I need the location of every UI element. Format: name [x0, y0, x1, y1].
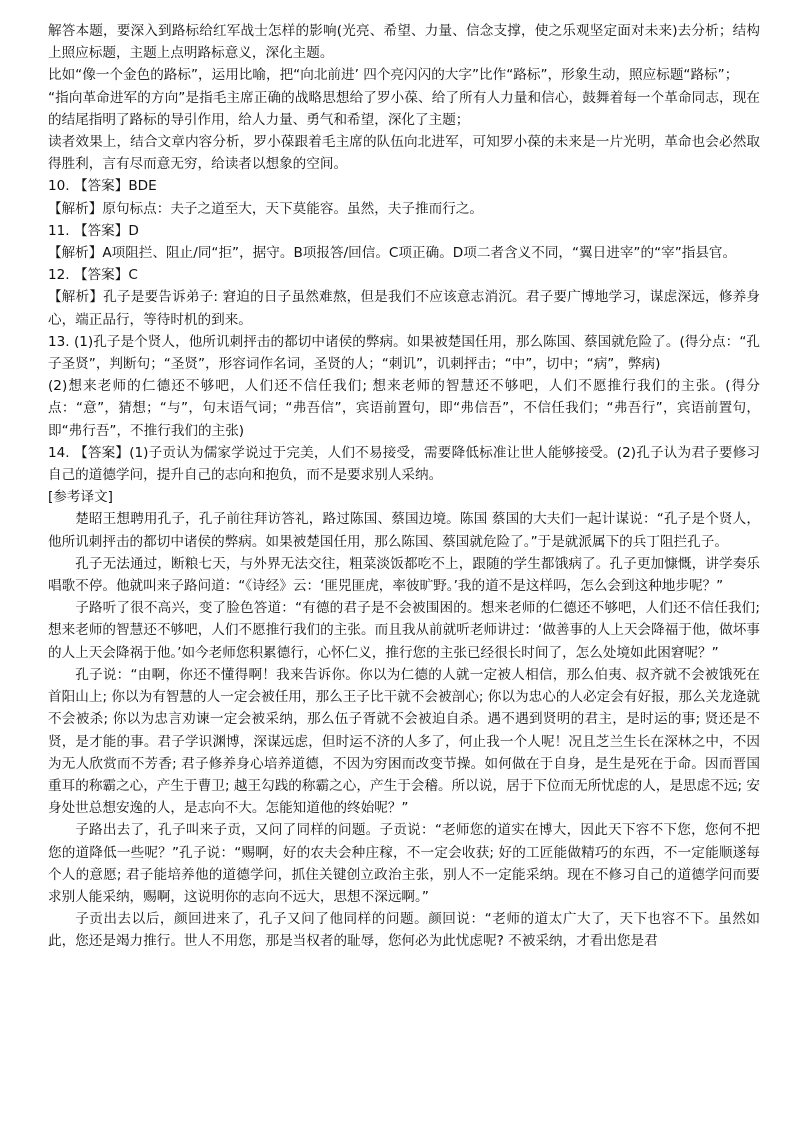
translation-paragraph-6: 子贡出去以后，颜回进来了，孔子又问了他同样的问题。颜回说：“老师的道太广大了，天下也容不下。虽然如此，您还是竭力推行。世人不用您，那是当权者的耻辱，您何必为此忧虑呢? 不被采纳，才看出您是君 — [48, 911, 760, 950]
translation-heading: [参考译文] — [48, 489, 113, 506]
answer-analysis-paragraph-1: 解答本题，要深入到路标给红军战士怎样的影响(光亮、希望、力量、信念支撑，使之乐观坚定面对未来)去分析；结构上照应标题，主题上点明路标意义，深化主题。 — [48, 23, 760, 62]
answer-14: 14. 【答案】(1)子贡认为儒家学说过于完美，人们不易接受，需要降低标准让世人能够接受。(2)孔子认为君子要修习自己的道德学问，提升自己的志向和抱负，而不是要求别人采纳。 — [48, 444, 760, 484]
answer-11: 11. 【答案】D — [48, 222, 139, 239]
answer-analysis-paragraph-3: “指向革命进军的方向”是指毛主席正确的战略思想给了罗小葆、给了所有人力量和信心，鼓舞着每一个革命同志，现在的结尾指明了路标的导引作用，给人力量、勇气和希望，深化了主题； — [48, 89, 760, 128]
answer-analysis-paragraph-2: 比如“像一个金色的路标”，运用比喻，把“向北前进’ 四个亮闪闪的大字”比作“路标”，形象生动，照应标题“路标”； — [48, 67, 739, 84]
answer-12: 12. 【答案】C — [48, 267, 138, 284]
analysis-11: 【解析】A项阻拦、阻止/同“拒”，据守。B项报答/回信。C项正确。D项二者含义不同，“翼日进宰”的“宰”指县官。 — [48, 245, 737, 262]
analysis-10: 【解析】原句标点：夫子之道至大，天下莫能容。虽然，夫子推而行之。 — [48, 200, 483, 217]
answer-13-part-2: (2)想来老师的仁德还不够吧，人们还不信任我们; 想来老师的智慧还不够吧，人们不愿推行我们的主张。(得分点：“意”，猜想；“与”，句末语气词；“弗吾信”，宾语前置句，即“弗信吾”，不信任我们；“弗吾行”，宾语前置句，即“弗行吾”，不推行我们的主张) — [48, 378, 760, 439]
answer-13-part-1: 13. (1)孔子是个贤人，他所讥刺抨击的都切中诸侯的弊病。如果被楚国任用，那么陈国、蔡国就危险了。(得分点：“孔子圣贤”，判断句；“圣贤”，形容词作名词，圣贤的人；“刺讥”，讥刺抨击；“中”，切中；“病”，弊病) — [48, 333, 760, 373]
analysis-12: 【解析】孔子是要告诉弟子: 窘迫的日子虽然难熬，但是我们不应该意志消沉。君子要广博地学习，谋虑深远，修养身心，端正品行，等待时机的到来。 — [48, 289, 760, 328]
answer-10: 10. 【答案】BDE — [48, 178, 157, 195]
translation-paragraph-4: 孔子说：“由啊，你还不懂得啊！我来告诉你。你以为仁德的人就一定被人相信，那么伯夷、叔齐就不会被饿死在首阳山上; 你以为有智慧的人一定会被任用，那么王子比干就不会被剖心; 你以为忠心的人必定会有好报，那么关龙逄就不会被杀; 你以为忠言劝谏一定会被采纳，那么伍子胥就不会被迫自杀。遇不遇到贤明的君主，是时运的事; 贤还是不贤，是才能的事。君子学识渊博，深谋远虑，但时运不济的人多了，何止我一个人呢！况且芝兰生长在深林之中，不因为无人欣赏而不芳香; 君子修养身心培养道德，不因为穷困而改变节操。如何做在于自身，是生是死在于命。因而晋国重耳的称霸之心，产生于曹卫; 越王勾践的称霸之心，产生于会稽。所以说，居于下位而无所忧虑的人，是思虑不远; 安身处世总想安逸的人，是志向不大。怎能知道他的终始呢？” — [48, 666, 760, 817]
translation-paragraph-2: 孔子无法通过，断粮七天，与外界无法交往，粗菜淡饭都吃不上，跟随的学生都饿病了。孔子更加慷慨，讲学奏乐唱歌不停。他就叫来子路问道：“《诗经》云：‘匪兕匪虎，率彼旷野。’我的道不是这样吗，怎么会到这种地步呢？” — [48, 555, 760, 595]
document-page — [48, 20, 760, 953]
answer-analysis-paragraph-4: 读者效果上，结合文章内容分析，罗小葆跟着毛主席的队伍向北进军，可知罗小葆的未来是一片光明，革命也会必然取得胜利，言有尽而意无穷，给读者以想象的空间。 — [48, 134, 760, 173]
translation-paragraph-5: 子路出去了，孔子叫来子贡，又问了同样的问题。子贡说：“老师您的道实在博大，因此天下容不下您，您何不把您的道降低一些呢？”孔子说：“赐啊，好的农夫会种庄稼，不一定会收获; 好的工匠能做精巧的东西，不一定能顺遂每个人的意愿; 君子能培养他的道德学问，抓住关键创立政治主张，别人不一定能采纳。现在不修习自己的道德学问而要求别人能采纳，赐啊，这说明你的志向不远大，思想不深远啊。” — [48, 822, 760, 905]
translation-paragraph-3: 子路听了很不高兴，变了脸色答道：“有德的君子是不会被围困的。想来老师的仁德还不够吧，人们还不信任我们; 想来老师的智慧还不够吧，人们不愿推行我们的主张。而且我从前就听老师讲过：‘做善事的人上天会降福于他，做坏事的人上天会降祸于他。’如今老师您积累德行，心怀仁义，推行您的主张已经很长时间了，怎么处境如此困窘呢？” — [48, 600, 760, 661]
translation-paragraph-1: 楚昭王想聘用孔子，孔子前往拜访答礼，路过陈国、蔡国边境。陈国 蔡国的大夫们一起计谋说：“孔子是个贤人，他所讥刺抨击的都切中诸侯的弊病。如果被楚国任用，那么陈国、蔡国就危险了。”于是就派属下的兵丁阻拦孔子。 — [48, 511, 760, 550]
